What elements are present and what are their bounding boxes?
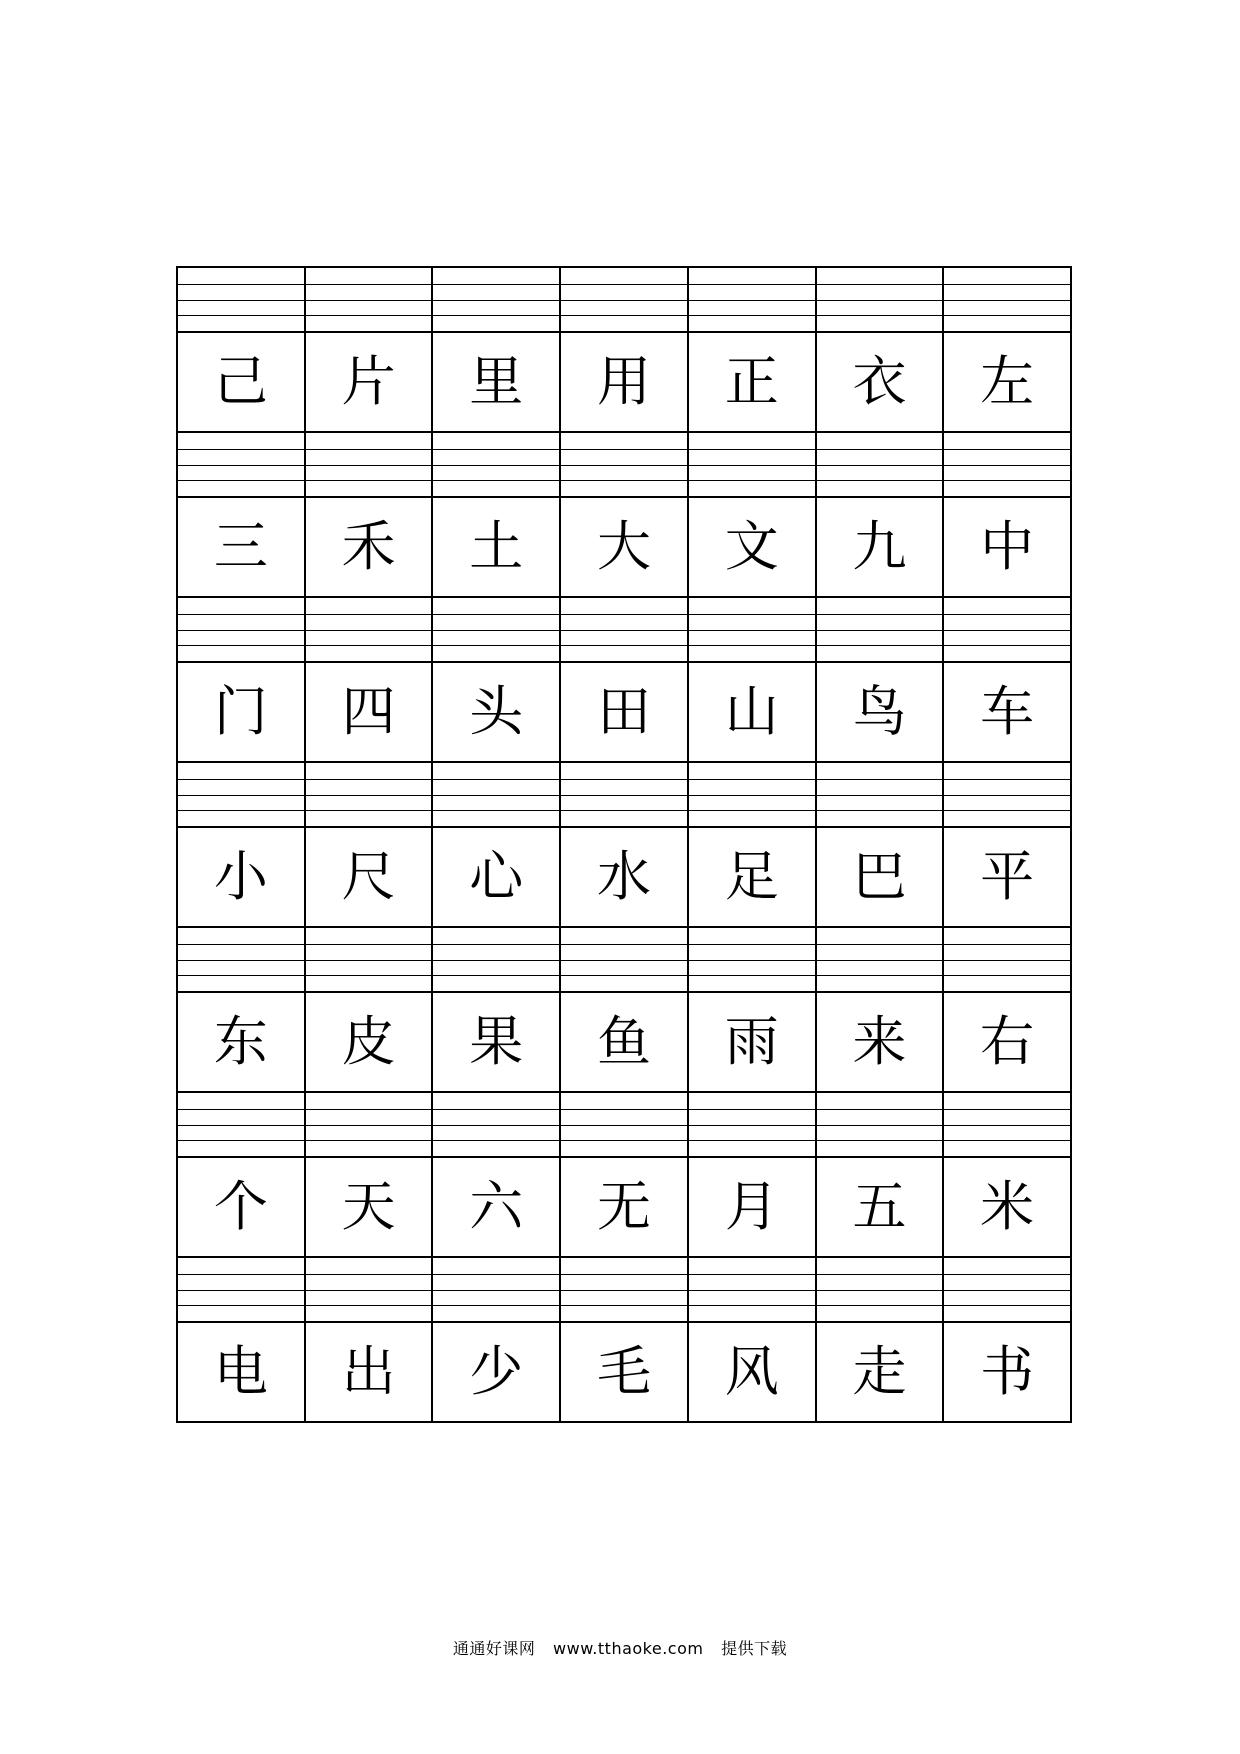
character-cell: 巴 bbox=[817, 828, 945, 928]
character-cell: 右 bbox=[944, 993, 1072, 1093]
pinyin-writing-cell[interactable] bbox=[433, 928, 561, 993]
row-group bbox=[178, 1093, 1072, 1258]
pinyin-writing-cell[interactable] bbox=[817, 1258, 945, 1323]
character-cell: 田 bbox=[561, 663, 689, 763]
character-cell: 书 bbox=[944, 1323, 1072, 1423]
character-cell: 果 bbox=[433, 993, 561, 1093]
pinyin-writing-cell[interactable] bbox=[178, 598, 306, 663]
pinyin-writing-cell[interactable] bbox=[433, 433, 561, 498]
footer-suffix: 提供下载 bbox=[721, 1639, 788, 1658]
pinyin-writing-cell[interactable] bbox=[433, 1258, 561, 1323]
pinyin-writing-row bbox=[178, 1258, 1072, 1323]
character-cell: 鱼 bbox=[561, 993, 689, 1093]
pinyin-writing-cell[interactable] bbox=[944, 433, 1072, 498]
character-cell: 皮 bbox=[306, 993, 434, 1093]
character-cell: 三 bbox=[178, 498, 306, 598]
pinyin-writing-cell[interactable] bbox=[433, 763, 561, 828]
pinyin-writing-cell[interactable] bbox=[306, 928, 434, 993]
character-worksheet-grid bbox=[176, 266, 1072, 1423]
pinyin-writing-row bbox=[178, 268, 1072, 333]
character-cell: 电 bbox=[178, 1323, 306, 1423]
pinyin-writing-cell[interactable] bbox=[944, 1093, 1072, 1158]
pinyin-writing-cell[interactable] bbox=[306, 1093, 434, 1158]
character-cell: 六 bbox=[433, 1158, 561, 1258]
character-cell: 足 bbox=[689, 828, 817, 928]
pinyin-writing-cell[interactable] bbox=[178, 1258, 306, 1323]
pinyin-writing-cell[interactable] bbox=[433, 1093, 561, 1158]
pinyin-writing-cell[interactable] bbox=[561, 433, 689, 498]
pinyin-writing-cell[interactable] bbox=[689, 268, 817, 333]
pinyin-writing-cell[interactable] bbox=[689, 1093, 817, 1158]
character-cell: 片 bbox=[306, 333, 434, 433]
character-cell: 心 bbox=[433, 828, 561, 928]
row-group bbox=[178, 433, 1072, 598]
character-cell: 山 bbox=[689, 663, 817, 763]
character-row bbox=[178, 498, 1072, 598]
pinyin-writing-cell[interactable] bbox=[817, 598, 945, 663]
character-cell: 天 bbox=[306, 1158, 434, 1258]
footer-url[interactable]: www.tthaoke.com bbox=[553, 1639, 704, 1658]
character-row bbox=[178, 663, 1072, 763]
pinyin-writing-cell[interactable] bbox=[689, 598, 817, 663]
pinyin-writing-cell[interactable] bbox=[817, 928, 945, 993]
character-cell: 正 bbox=[689, 333, 817, 433]
character-cell: 来 bbox=[817, 993, 945, 1093]
pinyin-writing-cell[interactable] bbox=[561, 598, 689, 663]
pinyin-writing-cell[interactable] bbox=[561, 928, 689, 993]
pinyin-writing-cell[interactable] bbox=[689, 1258, 817, 1323]
pinyin-writing-cell[interactable] bbox=[944, 928, 1072, 993]
pinyin-writing-cell[interactable] bbox=[306, 433, 434, 498]
character-cell: 毛 bbox=[561, 1323, 689, 1423]
pinyin-writing-row bbox=[178, 1093, 1072, 1158]
pinyin-writing-cell[interactable] bbox=[944, 763, 1072, 828]
pinyin-writing-row bbox=[178, 763, 1072, 828]
pinyin-writing-cell[interactable] bbox=[433, 268, 561, 333]
pinyin-writing-cell[interactable] bbox=[817, 1093, 945, 1158]
character-cell: 走 bbox=[817, 1323, 945, 1423]
character-cell: 鸟 bbox=[817, 663, 945, 763]
character-cell: 无 bbox=[561, 1158, 689, 1258]
character-row bbox=[178, 1323, 1072, 1423]
character-cell: 风 bbox=[689, 1323, 817, 1423]
character-cell: 土 bbox=[433, 498, 561, 598]
pinyin-writing-cell[interactable] bbox=[306, 598, 434, 663]
footer-site-name: 通通好课网 bbox=[452, 1639, 536, 1658]
pinyin-writing-cell[interactable] bbox=[689, 763, 817, 828]
pinyin-writing-cell[interactable] bbox=[561, 1093, 689, 1158]
character-row bbox=[178, 828, 1072, 928]
pinyin-writing-cell[interactable] bbox=[178, 928, 306, 993]
pinyin-writing-row bbox=[178, 598, 1072, 663]
character-cell: 五 bbox=[817, 1158, 945, 1258]
character-cell: 中 bbox=[944, 498, 1072, 598]
character-cell: 己 bbox=[178, 333, 306, 433]
character-cell: 四 bbox=[306, 663, 434, 763]
pinyin-writing-cell[interactable] bbox=[561, 763, 689, 828]
character-cell: 九 bbox=[817, 498, 945, 598]
footer bbox=[0, 1636, 1240, 1659]
pinyin-writing-cell[interactable] bbox=[944, 268, 1072, 333]
character-row bbox=[178, 993, 1072, 1093]
character-cell: 里 bbox=[433, 333, 561, 433]
character-cell: 文 bbox=[689, 498, 817, 598]
pinyin-writing-row bbox=[178, 928, 1072, 993]
character-cell: 东 bbox=[178, 993, 306, 1093]
character-cell: 头 bbox=[433, 663, 561, 763]
pinyin-writing-row bbox=[178, 433, 1072, 498]
pinyin-writing-cell[interactable] bbox=[178, 433, 306, 498]
character-cell: 禾 bbox=[306, 498, 434, 598]
pinyin-writing-cell[interactable] bbox=[306, 268, 434, 333]
pinyin-writing-cell[interactable] bbox=[433, 598, 561, 663]
row-group bbox=[178, 928, 1072, 1093]
character-cell: 雨 bbox=[689, 993, 817, 1093]
pinyin-writing-cell[interactable] bbox=[306, 1258, 434, 1323]
character-cell: 左 bbox=[944, 333, 1072, 433]
character-cell: 月 bbox=[689, 1158, 817, 1258]
pinyin-writing-cell[interactable] bbox=[178, 268, 306, 333]
character-cell: 大 bbox=[561, 498, 689, 598]
character-row bbox=[178, 333, 1072, 433]
row-group bbox=[178, 763, 1072, 928]
character-cell: 水 bbox=[561, 828, 689, 928]
pinyin-writing-cell[interactable] bbox=[561, 1258, 689, 1323]
character-cell: 少 bbox=[433, 1323, 561, 1423]
character-cell: 小 bbox=[178, 828, 306, 928]
character-cell: 尺 bbox=[306, 828, 434, 928]
pinyin-writing-cell[interactable] bbox=[944, 598, 1072, 663]
pinyin-writing-cell[interactable] bbox=[689, 928, 817, 993]
pinyin-writing-cell[interactable] bbox=[689, 433, 817, 498]
pinyin-writing-cell[interactable] bbox=[306, 763, 434, 828]
character-cell: 个 bbox=[178, 1158, 306, 1258]
row-group bbox=[178, 1258, 1072, 1423]
pinyin-writing-cell[interactable] bbox=[178, 1093, 306, 1158]
character-cell: 平 bbox=[944, 828, 1072, 928]
character-cell: 出 bbox=[306, 1323, 434, 1423]
row-group bbox=[178, 598, 1072, 763]
character-cell: 车 bbox=[944, 663, 1072, 763]
character-row bbox=[178, 1158, 1072, 1258]
character-cell: 门 bbox=[178, 663, 306, 763]
character-cell: 衣 bbox=[817, 333, 945, 433]
pinyin-writing-cell[interactable] bbox=[944, 1258, 1072, 1323]
pinyin-writing-cell[interactable] bbox=[817, 763, 945, 828]
pinyin-writing-cell[interactable] bbox=[561, 268, 689, 333]
character-cell: 用 bbox=[561, 333, 689, 433]
pinyin-writing-cell[interactable] bbox=[817, 433, 945, 498]
character-cell: 米 bbox=[944, 1158, 1072, 1258]
row-group bbox=[178, 268, 1072, 433]
pinyin-writing-cell[interactable] bbox=[817, 268, 945, 333]
pinyin-writing-cell[interactable] bbox=[178, 763, 306, 828]
